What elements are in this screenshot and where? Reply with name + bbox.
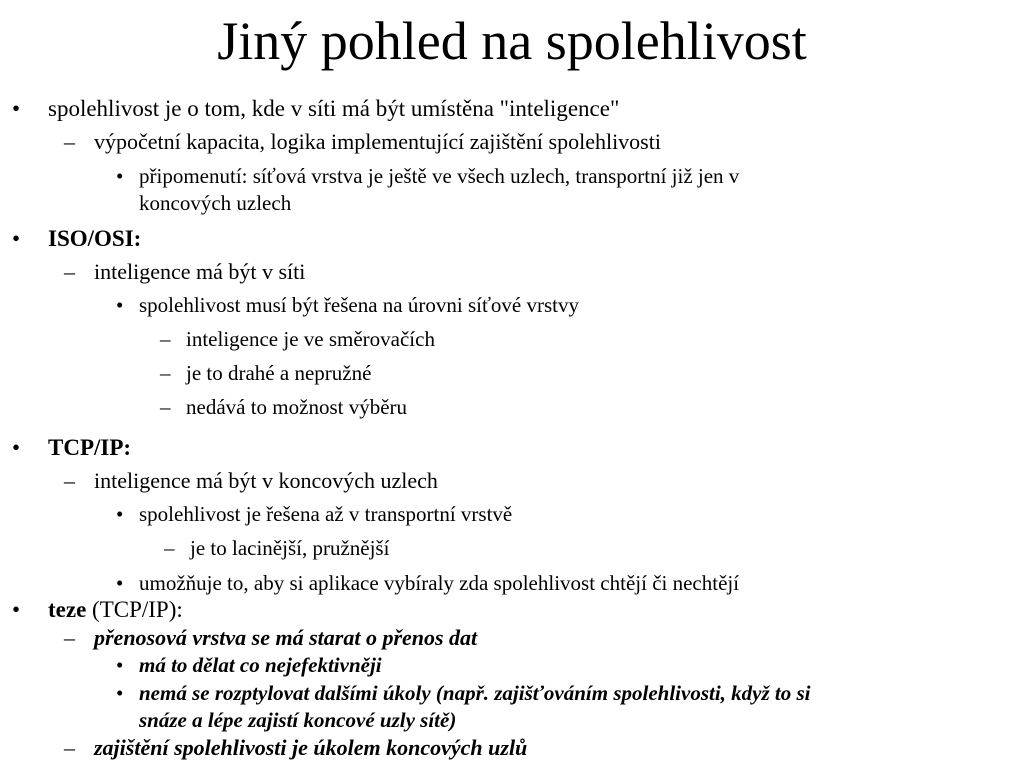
bullet-text-continuation: koncových uzlech xyxy=(139,191,292,215)
teze-label: teze xyxy=(48,597,87,622)
bullet-icon: • xyxy=(116,653,124,677)
dash-icon: – xyxy=(64,259,75,284)
dash-icon: – xyxy=(64,625,75,650)
dash-icon: – xyxy=(64,468,75,493)
bullet-icon: • xyxy=(12,597,21,622)
dash-text: inteligence má být v koncových uzlech xyxy=(94,468,438,493)
dash-icon: – xyxy=(164,536,175,560)
bullet-icon: • xyxy=(12,226,21,251)
section-heading-iso-osi: ISO/OSI: xyxy=(48,226,142,251)
bullet-icon: • xyxy=(116,681,124,705)
dash-text: nedává to možnost výběru xyxy=(186,395,408,419)
bullet-icon: • xyxy=(12,96,21,121)
bullet-text: spolehlivost musí být řešena na úrovni síťové vrstvy xyxy=(139,293,580,317)
bullet-icon: • xyxy=(12,435,21,460)
dash-icon: – xyxy=(64,735,75,760)
bullet-icon: • xyxy=(116,293,124,317)
dash-icon: – xyxy=(160,395,171,419)
bullet-text: spolehlivost je o tom, kde v síti má být umístěna "inteligence" xyxy=(48,96,620,121)
teze-suffix: (TCP/IP): xyxy=(86,597,183,622)
dash-text: je to drahé a nepružné xyxy=(186,361,372,385)
slide-title: Jiný pohled na spolehlivost xyxy=(217,11,807,71)
dash-icon: – xyxy=(160,327,171,351)
bullet-icon: • xyxy=(116,571,124,595)
dash-text: inteligence je ve směrovačích xyxy=(186,327,435,351)
bullet-text: nemá se rozptylovat dalšími úkoly (např. zajišťováním spolehlivosti, když to si xyxy=(139,681,811,705)
bullet-text-continuation: snáze a lépe zajistí koncové uzly sítě) xyxy=(139,708,457,732)
dash-icon: – xyxy=(160,361,171,385)
dash-icon: – xyxy=(64,129,75,154)
bullet-text xyxy=(48,598,183,621)
bullet-text: umožňuje to, aby si aplikace vybíraly zda spolehlivost chtějí či nechtějí xyxy=(139,571,740,595)
dash-text: je to lacinější, pružnější xyxy=(190,536,390,560)
bullet-text: připomenutí: síťová vrstva je ještě ve všech uzlech, transportní již jen v xyxy=(139,164,740,188)
bullet-icon: • xyxy=(116,502,124,526)
bullet-text: má to dělat co nejefektivněji xyxy=(139,653,382,677)
bullet-icon: • xyxy=(116,164,124,188)
section-heading-tcp-ip: TCP/IP: xyxy=(48,435,132,460)
dash-text: výpočetní kapacita, logika implementující zajištění spolehlivosti xyxy=(94,129,661,154)
dash-text: inteligence má být v síti xyxy=(94,259,306,284)
dash-text: přenosová vrstva se má starat o přenos dat xyxy=(94,625,478,650)
bullet-text: spolehlivost je řešena až v transportní vrstvě xyxy=(139,502,513,526)
dash-text: zajištění spolehlivosti je úkolem koncových uzlů xyxy=(94,735,528,760)
